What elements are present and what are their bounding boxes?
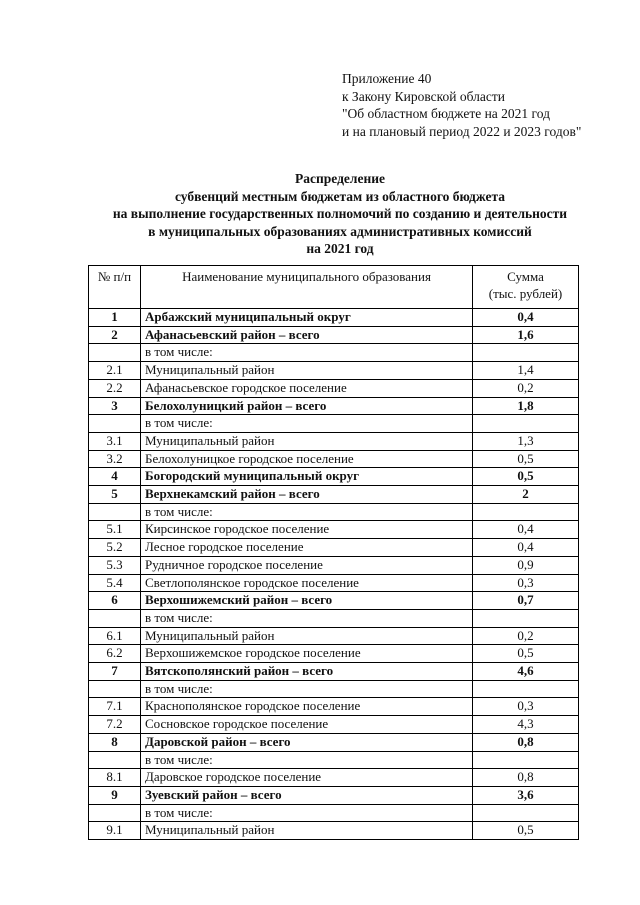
row-sum: 0,8 bbox=[473, 769, 579, 787]
row-number: 9.1 bbox=[89, 822, 141, 840]
row-name: Краснополянское городское поселение bbox=[141, 698, 473, 716]
table-row bbox=[89, 663, 579, 681]
row-sum bbox=[473, 415, 579, 433]
row-name: Вятскополянский район – всего bbox=[141, 663, 473, 681]
table-row bbox=[89, 326, 579, 344]
row-number: 6.1 bbox=[89, 627, 141, 645]
row-sum: 1,6 bbox=[473, 326, 579, 344]
row-sum bbox=[473, 609, 579, 627]
row-sum: 0,4 bbox=[473, 521, 579, 539]
row-number: 1 bbox=[89, 309, 141, 327]
row-sum: 4,6 bbox=[473, 663, 579, 681]
table-body bbox=[89, 309, 579, 840]
row-sum bbox=[473, 680, 579, 698]
row-number: 6 bbox=[89, 592, 141, 610]
row-name: Даровское городское поселение bbox=[141, 769, 473, 787]
table-row bbox=[89, 751, 579, 769]
table-row bbox=[89, 769, 579, 787]
row-number: 8 bbox=[89, 733, 141, 751]
row-number: 5.2 bbox=[89, 539, 141, 557]
row-number: 9 bbox=[89, 786, 141, 804]
row-name: Белохолуницкий район – всего bbox=[141, 397, 473, 415]
title-line: на выполнение государственных полномочий по созданию и деятельности bbox=[112, 206, 568, 221]
appendix-line: "Об областном бюджете на 2021 год bbox=[342, 106, 550, 121]
row-name: в том числе: bbox=[141, 415, 473, 433]
appendix-line: Приложение 40 bbox=[342, 71, 432, 86]
header-number: № п/п bbox=[89, 266, 141, 309]
row-sum: 0,5 bbox=[473, 822, 579, 840]
row-number: 2 bbox=[89, 326, 141, 344]
row-sum: 0,4 bbox=[473, 539, 579, 557]
row-name: Муниципальный район bbox=[141, 362, 473, 380]
row-sum: 0,7 bbox=[473, 592, 579, 610]
row-number: 7 bbox=[89, 663, 141, 681]
table-row bbox=[89, 574, 579, 592]
row-name: в том числе: bbox=[141, 680, 473, 698]
row-sum: 0,5 bbox=[473, 468, 579, 486]
row-sum: 0,5 bbox=[473, 450, 579, 468]
header-sum-title: Сумма bbox=[507, 269, 544, 284]
title-line: Распределение bbox=[294, 171, 386, 186]
row-sum: 0,8 bbox=[473, 733, 579, 751]
row-sum: 1,3 bbox=[473, 432, 579, 450]
row-number: 7.1 bbox=[89, 698, 141, 716]
row-name: Афанасьевское городское поселение bbox=[141, 379, 473, 397]
appendix-line: и на плановый период 2022 и 2023 годов" bbox=[342, 123, 582, 139]
table-row bbox=[89, 486, 579, 504]
row-sum: 3,6 bbox=[473, 786, 579, 804]
document-title bbox=[60, 170, 620, 258]
row-sum: 1,4 bbox=[473, 362, 579, 380]
table-row bbox=[89, 362, 579, 380]
table-row bbox=[89, 397, 579, 415]
row-number bbox=[89, 609, 141, 627]
row-number: 3.2 bbox=[89, 450, 141, 468]
row-sum: 2 bbox=[473, 486, 579, 504]
title-line: на 2021 год bbox=[306, 241, 374, 256]
table-row bbox=[89, 450, 579, 468]
row-name: Муниципальный район bbox=[141, 627, 473, 645]
row-name: Даровской район – всего bbox=[141, 733, 473, 751]
row-name: Муниципальный район bbox=[141, 822, 473, 840]
row-sum bbox=[473, 751, 579, 769]
row-sum: 0,2 bbox=[473, 379, 579, 397]
table-row bbox=[89, 379, 579, 397]
row-number bbox=[89, 344, 141, 362]
table-row bbox=[89, 432, 579, 450]
row-sum: 0,5 bbox=[473, 645, 579, 663]
row-name: Верхошижемское городское поселение bbox=[141, 645, 473, 663]
table-row bbox=[89, 733, 579, 751]
row-sum bbox=[473, 344, 579, 362]
title-line: в муниципальных образованиях административных комиссий bbox=[148, 223, 532, 239]
row-number bbox=[89, 804, 141, 822]
row-number bbox=[89, 751, 141, 769]
table-row bbox=[89, 556, 579, 574]
table-row bbox=[89, 627, 579, 645]
row-name: Арбажский муниципальный округ bbox=[141, 309, 473, 327]
table-row bbox=[89, 609, 579, 627]
row-name: Афанасьевский район – всего bbox=[141, 326, 473, 344]
row-sum: 1,8 bbox=[473, 397, 579, 415]
row-number: 3.1 bbox=[89, 432, 141, 450]
table-row bbox=[89, 786, 579, 804]
row-number: 7.2 bbox=[89, 716, 141, 734]
table-row bbox=[89, 521, 579, 539]
row-number: 5 bbox=[89, 486, 141, 504]
row-sum: 0,2 bbox=[473, 627, 579, 645]
table-row bbox=[89, 645, 579, 663]
row-name: Лесное городское поселение bbox=[141, 539, 473, 557]
row-number bbox=[89, 680, 141, 698]
row-name: в том числе: bbox=[141, 804, 473, 822]
row-sum: 0,3 bbox=[473, 698, 579, 716]
table-header-row bbox=[89, 266, 579, 309]
table-row bbox=[89, 468, 579, 486]
row-number: 3 bbox=[89, 397, 141, 415]
row-name: Верхошижемский район – всего bbox=[141, 592, 473, 610]
row-sum: 0,3 bbox=[473, 574, 579, 592]
table-row bbox=[89, 344, 579, 362]
table-row bbox=[89, 680, 579, 698]
table-row bbox=[89, 415, 579, 433]
table-row bbox=[89, 592, 579, 610]
row-sum: 0,9 bbox=[473, 556, 579, 574]
row-name: в том числе: bbox=[141, 609, 473, 627]
table-row bbox=[89, 539, 579, 557]
row-sum bbox=[473, 804, 579, 822]
row-number: 5.4 bbox=[89, 574, 141, 592]
table-row bbox=[89, 503, 579, 521]
header-name: Наименование муниципального образования bbox=[141, 266, 473, 309]
header-sum bbox=[473, 266, 579, 309]
distribution-table bbox=[88, 265, 579, 840]
row-name: Зуевский район – всего bbox=[141, 786, 473, 804]
row-sum bbox=[473, 503, 579, 521]
row-name: Рудничное городское поселение bbox=[141, 556, 473, 574]
row-name: Муниципальный район bbox=[141, 432, 473, 450]
table-row bbox=[89, 716, 579, 734]
row-name: в том числе: bbox=[141, 751, 473, 769]
row-number: 8.1 bbox=[89, 769, 141, 787]
appendix-block bbox=[342, 70, 581, 140]
table-row bbox=[89, 309, 579, 327]
row-number: 2.2 bbox=[89, 379, 141, 397]
row-name: Кирсинское городское поселение bbox=[141, 521, 473, 539]
row-name: Сосновское городское поселение bbox=[141, 716, 473, 734]
table-row bbox=[89, 804, 579, 822]
row-name: Белохолуницкое городское поселение bbox=[141, 450, 473, 468]
row-number: 4 bbox=[89, 468, 141, 486]
row-name: Верхнекамский район – всего bbox=[141, 486, 473, 504]
row-name: в том числе: bbox=[141, 344, 473, 362]
row-name: в том числе: bbox=[141, 503, 473, 521]
title-line: субвенций местным бюджетам из областного бюджета bbox=[174, 188, 506, 204]
row-number: 5.3 bbox=[89, 556, 141, 574]
appendix-line: к Закону Кировской области bbox=[342, 88, 506, 104]
row-number: 5.1 bbox=[89, 521, 141, 539]
header-sum-unit: (тыс. рублей) bbox=[488, 286, 563, 301]
row-sum: 4,3 bbox=[473, 716, 579, 734]
row-number bbox=[89, 503, 141, 521]
row-name: Светлополянское городское поселение bbox=[141, 574, 473, 592]
table-row bbox=[89, 698, 579, 716]
table-row bbox=[89, 822, 579, 840]
row-number bbox=[89, 415, 141, 433]
row-number: 6.2 bbox=[89, 645, 141, 663]
row-name: Богородский муниципальный округ bbox=[141, 468, 473, 486]
row-number: 2.1 bbox=[89, 362, 141, 380]
row-sum: 0,4 bbox=[473, 309, 579, 327]
